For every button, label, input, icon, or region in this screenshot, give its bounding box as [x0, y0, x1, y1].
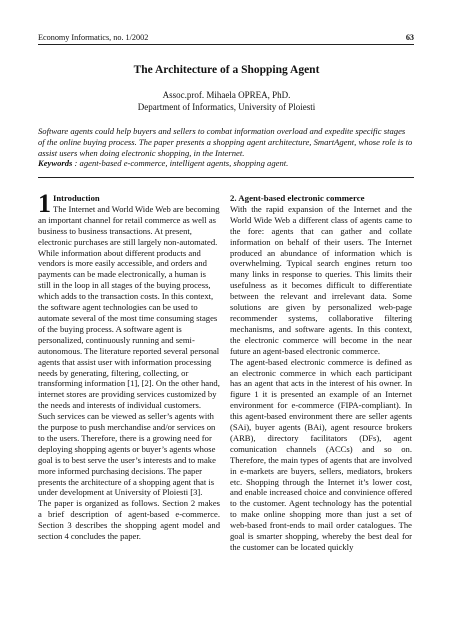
- keywords-text: : agent-based e-commerce, intelligent agents, shopping agent.: [74, 158, 289, 169]
- section-heading-introduction: Introduction: [53, 193, 100, 203]
- left-column: [38, 189, 220, 542]
- journal-name: Economy Informatics, no. 1/2002: [38, 33, 149, 42]
- paper-title: The Architecture of a Shopping Agent: [133, 64, 320, 76]
- paper-author: Assoc.prof. Mihaela OPREA, PhD.: [162, 90, 291, 100]
- abstract-text: Software agents could help buyers and sellers to combat information overload and expedite specific stages of the online buying process. The paper presents a shopping agent architecture, SmartAgent, whose role is to assist users when doing electronic shopping, in the Internet.: [38, 126, 413, 158]
- intro-paragraph-1: The Internet and World Wide Web are becoming an important channel for retail commerce as well as business to business transactions. At present, electronic purchases are still largely non-automated. While information about different products and vendors is more easily accessible, and orders and payments can be made electronically, a human is still in the loop in all stages of the buying process, which adds to the transaction costs. In this context, the software agent technologies can be used to automate several of the most time consuming stages of the buying process. A software agent is personalized, continuously running and semi-autonomous. The literature reported several personal agents that assist user with information processing needs by generating, filtering, collecting, or transforming information [1], [2]. On the other hand, internet stores are providing services customized by the needs and interests of individual customers. Such services can be viewed as seller’s agents with the purpose to push merchandise and/or services on to the users. Therefore, there is a growing need for deploying shopping agents or buyer’s agents whose goal is to best serve the user’s interests and to make more informed purchasing decisions. The paper presents the architecture of a shopping agent that is under development at University of Ploiesti [3].: [38, 203, 220, 498]
- page-number: 63: [405, 33, 414, 42]
- abstract: [38, 126, 414, 169]
- section2-paragraph-2: The agent-based electronic commerce is defined as an electronic commerce in which each participant has an agent that acts in the interest of his owner. In figure 1 it is presented an example of an Internet environment for e-commerce (FIPA-compliant). In this agent-based environment there are seller agents (SAi), buyer agents (BAi), agent resource brokers (ARB), directory facilitators (DFs), agent comunication channels (ACCs) and so on. Therefore, the main types of agents that are involved in e-markets are buyers, sellers, mediators, brokers etc. Shopping through the Internet it’s lower cost, and enable increased choice and convinience offered to the customer. Agent technology has the potential to make online shopping more than just a set of web-based front-ends to mail order catalogues. The goal is smarter shopping, whereby the best deal for the customer can be located quickly: [230, 356, 412, 552]
- abstract-divider: [38, 177, 414, 178]
- intro-paragraph-2: The paper is organized as follows. Section 2 makes a brief description of agent-based e-commerce. Section 3 describes the shopping agent model and section 4 concludes the paper.: [38, 498, 220, 542]
- keywords-line: [38, 158, 414, 169]
- section2-paragraph-1: With the rapid expansion of the Internet and the World Wide Web a different class of agents came to the fore: agents that can gather and collate information on behalf of their users. The Internet produced an abundance of information which is overwhelming. Typical search engines return too many links in response to queries. This limits their usefulness as it becomes difficult to differentiate between the relevant and irrelevant data. Some solutions are given by personalized web-page recommender systems, collaborative filtering mechanisms, and software agents. In this context, the electronic commerce will become in the near future an agent-based electronic commerce.: [230, 203, 412, 356]
- section-number-dropcap: 1: [38, 189, 51, 218]
- section-heading-agent-based: 2. Agent-based electronic commerce: [230, 193, 365, 203]
- paper-affiliation: Department of Informatics, University of Ploiesti: [137, 102, 316, 112]
- right-column: [230, 193, 412, 553]
- running-header: [38, 26, 414, 45]
- keywords-label: Keywords: [38, 158, 73, 169]
